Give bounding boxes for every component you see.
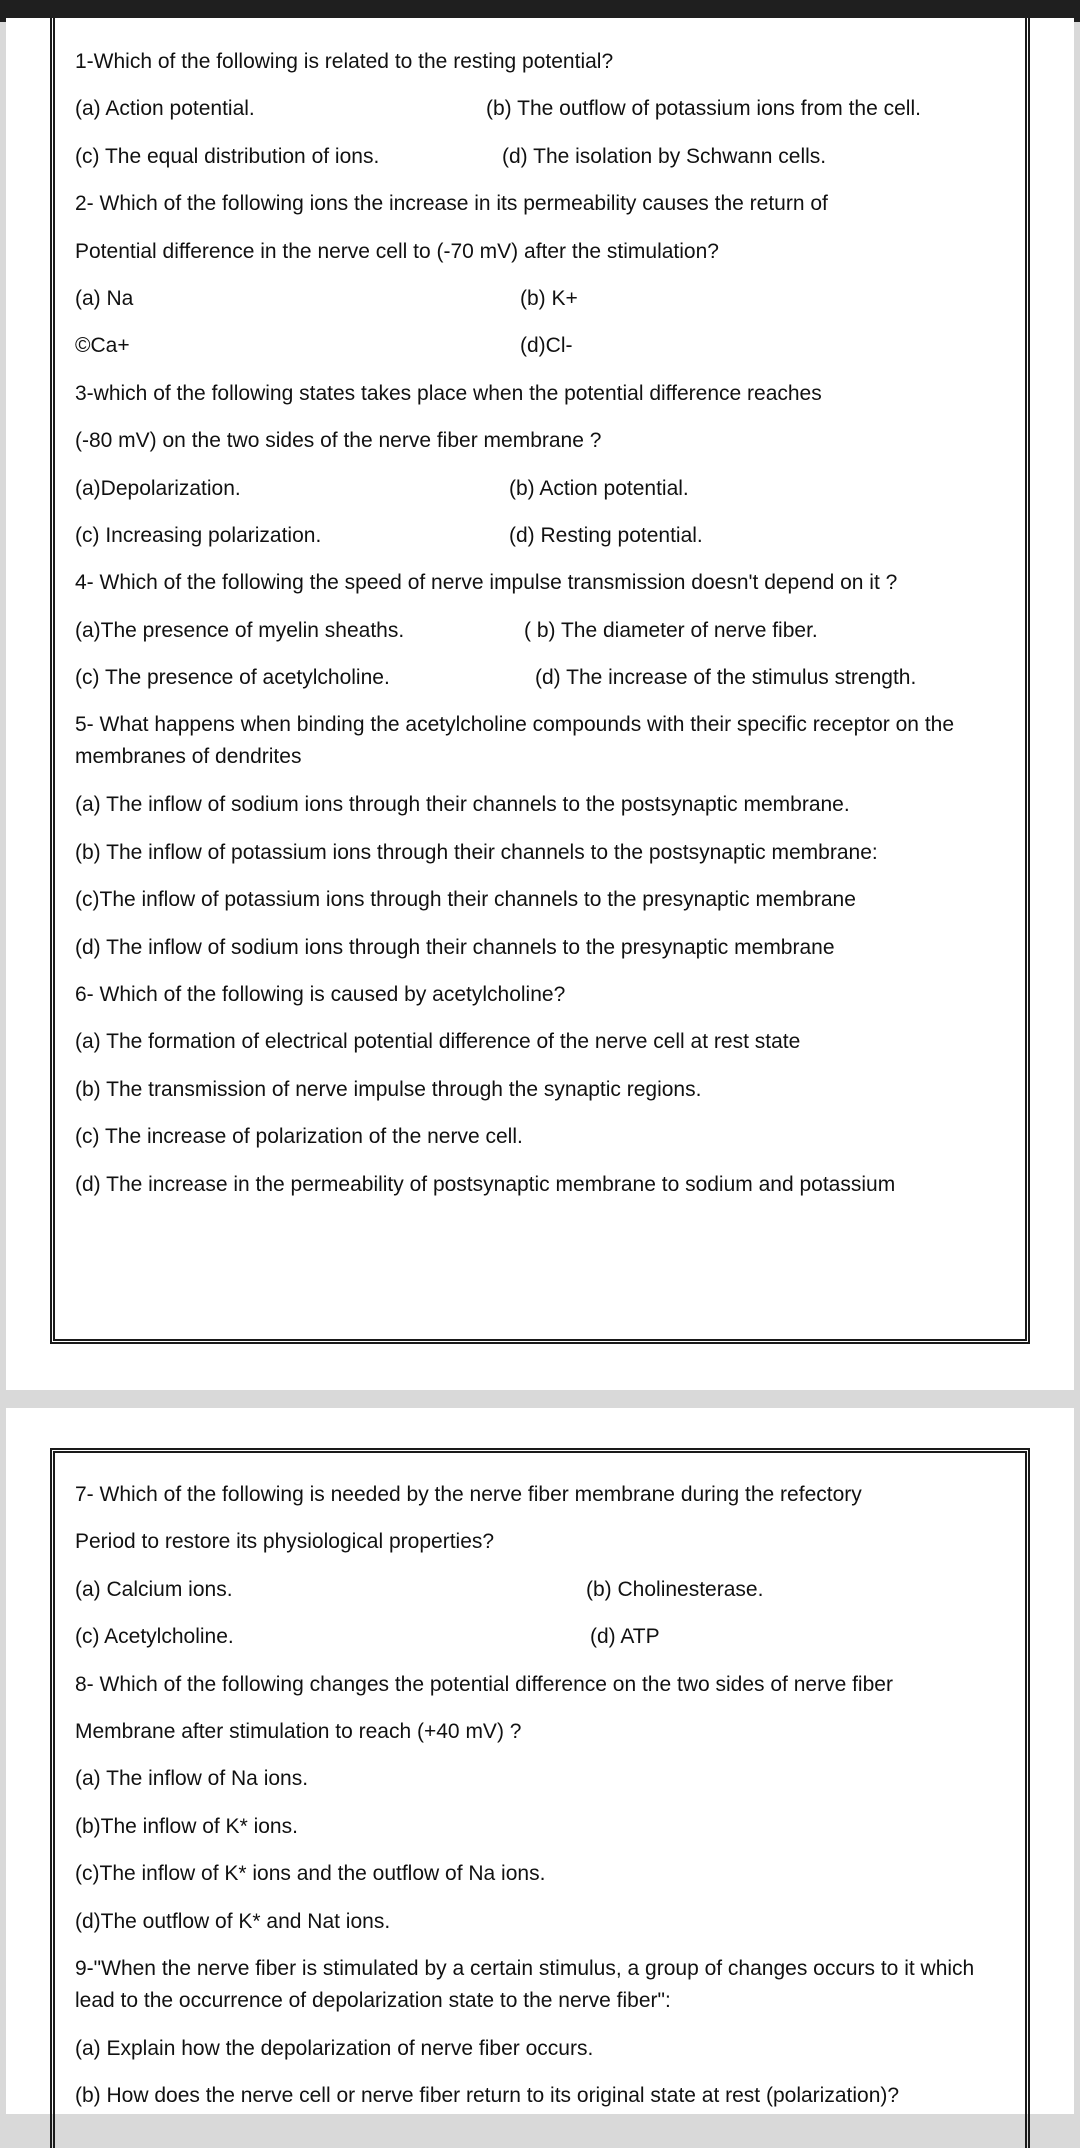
option-b: (b) The outflow of potassium ions from the cell. (486, 97, 921, 121)
question-3-options-row-1 (75, 465, 1011, 512)
question-6-option-c: (c) The increase of polarization of the nerve cell. (75, 1125, 523, 1149)
question-6-stem: 6- Which of the following is caused by acetylcholine? (75, 983, 566, 1007)
question-8-option-d: (d)The outflow of K* and Nat ions. (75, 1909, 391, 1933)
option-a: (a)The presence of myelin sheaths. (75, 618, 405, 642)
page-border (50, 18, 1030, 1344)
question-7-options-row-2 (75, 1613, 1011, 1660)
questions-block-2 (75, 1471, 1011, 2120)
question-7-options-row-1 (75, 1566, 1011, 1613)
option-d: (d) ATP (590, 1625, 660, 1649)
questions-block-1 (75, 38, 1011, 1208)
option-c: (c) Acetylcholine. (75, 1625, 234, 1649)
document-page-1 (6, 18, 1074, 1390)
question-7-stem-line-1: 7- Which of the following is needed by the nerve fiber membrane during the refectory (75, 1483, 862, 1506)
option-a: (a) Action potential. (75, 97, 255, 121)
option-b: (b) Action potential. (509, 476, 689, 500)
question-6-option-b: (b) The transmission of nerve impulse through the synaptic regions. (75, 1077, 702, 1101)
question-9-part-a: (a) Explain how the depolarization of nerve fiber occurs. (75, 2036, 594, 2060)
document-page-2 (6, 1408, 1074, 2114)
option-b: (b) K+ (520, 286, 578, 310)
question-2-options-row-1 (75, 275, 1011, 322)
option-d: (d) Resting potential. (509, 523, 703, 547)
question-2-stem-line-1: 2- Which of the following ions the increase in its permeability causes the return of (75, 192, 828, 216)
question-8-option-c: (c)The inflow of K* ions and the outflow of Na ions. (75, 1862, 546, 1886)
question-5-option-c: (c)The inflow of potassium ions through their channels to the presynaptic membrane (75, 888, 856, 912)
option-d: (d) The increase of the stimulus strength. (535, 666, 917, 690)
question-9-part-b: (b) How does the nerve cell or nerve fiber return to its original state at rest (polarization)? (75, 2084, 900, 2108)
option-b: (b) Cholinesterase. (586, 1577, 764, 1601)
option-d: (d) The isolation by Schwann cells. (502, 144, 827, 168)
question-3-stem-line-2: (-80 mV) on the two sides of the nerve fiber membrane ? (75, 429, 602, 453)
question-2-options-row-2 (75, 322, 1011, 369)
question-1-stem: 1-Which of the following is related to the resting potential? (75, 50, 614, 73)
question-3-stem-line-1: 3-which of the following states takes place when the potential difference reaches (75, 381, 822, 405)
question-1-options-row-1 (75, 85, 1011, 132)
option-c: (c) Increasing polarization. (75, 523, 322, 547)
page-border (50, 1448, 1030, 2148)
question-3-options-row-2 (75, 512, 1011, 559)
option-a: (a)Depolarization. (75, 476, 241, 500)
question-8-option-b: (b)The inflow of K* ions. (75, 1814, 298, 1838)
question-1-options-row-2 (75, 133, 1011, 180)
option-a: (a) Calcium ions. (75, 1577, 233, 1601)
question-6-option-d: (d) The increase in the permeability of postsynaptic membrane to sodium and potassium (75, 1172, 896, 1196)
question-5-option-b: (b) The inflow of potassium ions through their channels to the postsynaptic membrane: (75, 840, 878, 864)
question-8-option-a: (a) The inflow of Na ions. (75, 1767, 309, 1791)
option-d: (d)Cl- (520, 334, 573, 358)
option-b: ( b) The diameter of nerve fiber. (524, 618, 818, 642)
question-5-stem: 5- What happens when binding the acetylcholine compounds with their specific receptor on the membranes of dendrites (75, 713, 955, 769)
question-8-stem-line-2: Membrane after stimulation to reach (+40 mV) ? (75, 1719, 522, 1743)
question-9-stem: 9-"When the nerve fiber is stimulated by a certain stimulus, a group of changes occurs to it which lead to the occurrence of depolarization state to the nerve fiber": (75, 1956, 975, 2012)
option-a: (a) Na (75, 286, 134, 310)
question-4-stem: 4- Which of the following the speed of nerve impulse transmission doesn't depend on it ? (75, 571, 898, 595)
question-4-options-row-2 (75, 654, 1011, 701)
option-c: ©Ca+ (75, 334, 130, 358)
question-8-stem-line-1: 8- Which of the following changes the potential difference on the two sides of nerve fiber (75, 1672, 893, 1696)
question-5-option-d: (d) The inflow of sodium ions through their channels to the presynaptic membrane (75, 935, 835, 959)
question-7-stem-line-2: Period to restore its physiological properties? (75, 1530, 495, 1554)
question-6-option-a: (a) The formation of electrical potential difference of the nerve cell at rest state (75, 1030, 801, 1054)
option-c: (c) The equal distribution of ions. (75, 144, 380, 168)
question-5-option-a: (a) The inflow of sodium ions through their channels to the postsynaptic membrane. (75, 793, 850, 817)
question-4-options-row-1 (75, 607, 1011, 654)
option-c: (c) The presence of acetylcholine. (75, 666, 390, 690)
question-2-stem-line-2: Potential difference in the nerve cell to (-70 mV) after the stimulation? (75, 239, 719, 263)
